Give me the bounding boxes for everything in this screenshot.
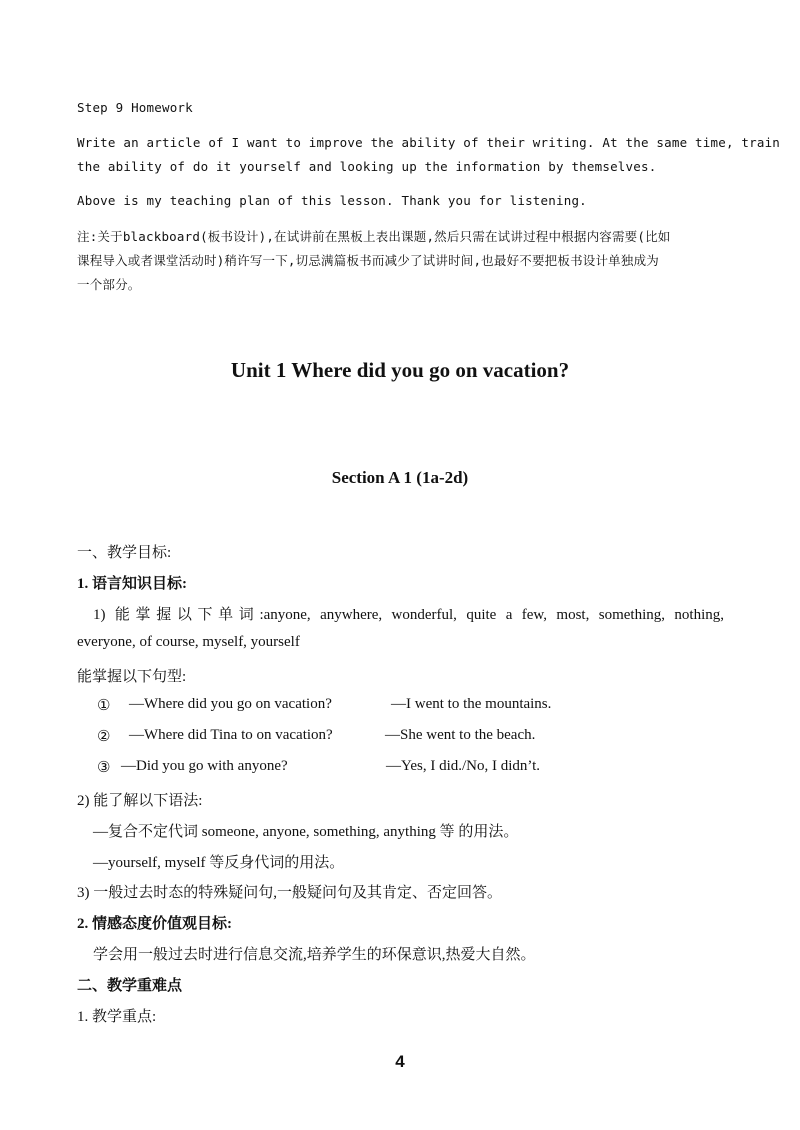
vocab-line2: everyone, of course, myself, yourself: [77, 634, 300, 650]
pattern3-answer: —Yes, I did./No, I didn’t.: [386, 758, 541, 774]
grammar-item2: —yourself, myself 等反身代词的用法。: [93, 855, 345, 871]
unit-title: Unit 1 Where did you go on vacation?: [230, 358, 570, 382]
section-title: Section A 1 (1a-2d): [331, 468, 469, 487]
heading-key-points: 1. 教学重点:: [77, 1009, 157, 1025]
heading-emotion-goals: 2. 情感态度价值观目标:: [77, 916, 232, 932]
note-line2: 课程导入或者课堂活动时)稍许写一下,切忌满篇板书而减少了试讲时间,也最好不要把板书设计单独成为: [77, 253, 659, 268]
grammar-item3: 3) 一般过去时态的特殊疑问句,一般疑问句及其肯定、否定回答。: [77, 885, 502, 901]
homework-text-line1: Write an article of I want to improve the ability of their writing. At the same time, train: [77, 135, 781, 150]
pattern1-question: —Where did you go on vacation?: [129, 696, 332, 712]
pattern3-question: —Did you go with anyone?: [121, 758, 288, 774]
note-line3: 一个部分。: [77, 277, 141, 292]
heading-key-difficulties: 二、教学重难点: [77, 978, 183, 994]
pattern1-number: ①: [97, 698, 111, 714]
homework-text-line2: the ability of do it yourself and looking up the information by themselves.: [77, 159, 657, 174]
pattern2-answer: —She went to the beach.: [385, 727, 536, 743]
note-line1: 注:关于blackboard(板书设计),在试讲前在黑板上表出课题,然后只需在试讲过程中根据内容需要(比如: [77, 229, 671, 244]
pattern1-answer: —I went to the mountains.: [391, 696, 552, 712]
grammar-item1: —复合不定代词 someone, anyone, something, anything 等 的用法。: [93, 824, 519, 840]
vocab-line1: 1) 能掌握以下单词:anyone, anywhere, wonderful, quite a few, most, something, nothing,: [93, 607, 724, 623]
pattern3-number: ③: [97, 760, 111, 776]
patterns-heading: 能掌握以下句型:: [77, 669, 187, 685]
heading-language-goals: 1. 语言知识目标:: [77, 576, 187, 592]
step-heading: Step 9 Homework: [77, 100, 193, 115]
closing-text: Above is my teaching plan of this lesson. Thank you for listening.: [77, 193, 587, 208]
emotion-text: 学会用一般过去时进行信息交流,培养学生的环保意识,热爱大自然。: [93, 947, 536, 963]
grammar-heading: 2) 能了解以下语法:: [77, 793, 203, 809]
pattern2-question: —Where did Tina to on vacation?: [129, 727, 333, 743]
page-number: 4: [395, 1052, 405, 1071]
pattern2-number: ②: [97, 729, 111, 745]
heading-teaching-goals: 一、教学目标:: [77, 545, 172, 561]
